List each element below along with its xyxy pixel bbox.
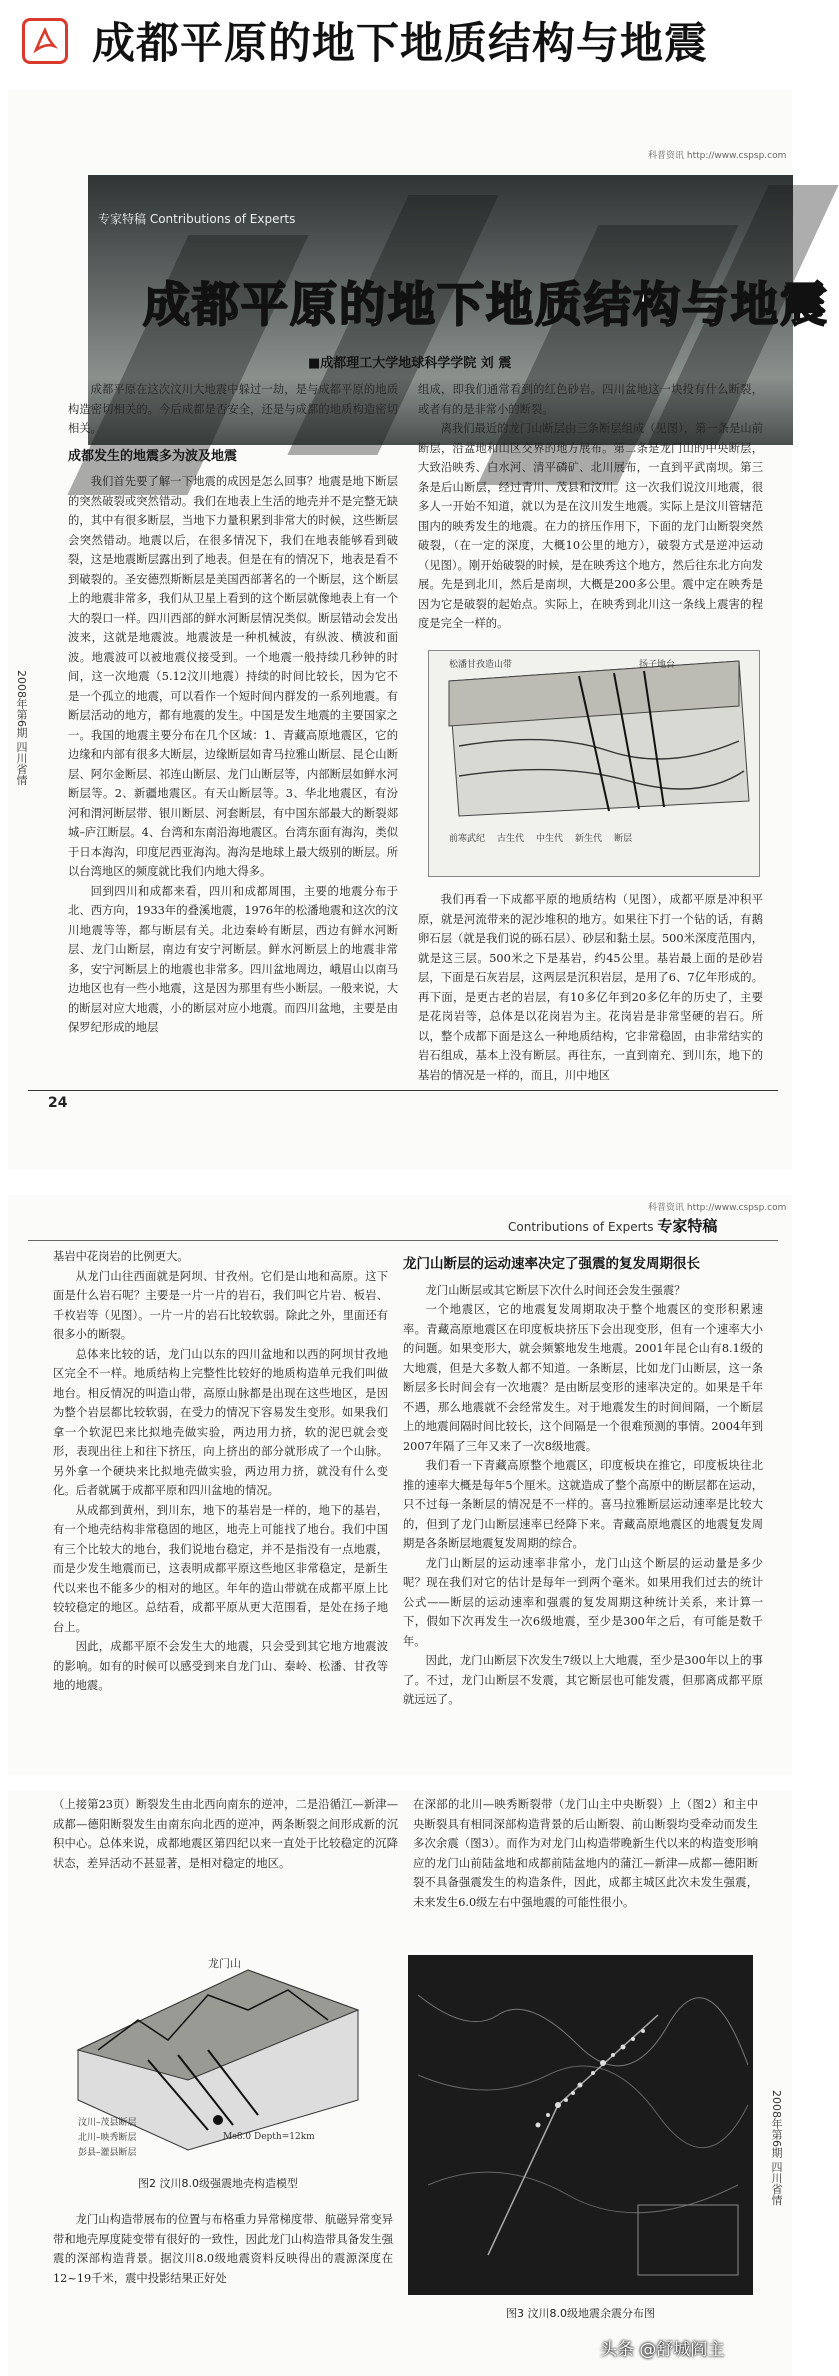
- article-title: 成都平原的地下地质结构与地震: [92, 19, 708, 69]
- legend-item: 前寒武纪: [449, 834, 486, 844]
- body-paragraph: 总体来比较的话，龙门山以东的四川盆地和以西的阿坝甘孜地区完全不一样。地质结构上完整性比较好的地质构造单元我们叫做地台。相反情况的叫造山带，高原山脉都是出现在这些地区，是因为整个岩层都比较软弱，在受力的情况下容易发生变形。如果我们拿一个软泥巴来比拟地壳做实验，两边用力挤，软的泥巴就会变形，表现出往上和往下挤压，向上挤出的部分就形成了一个山脉。另外拿一个硬块来比拟地壳做实验，两边用力挤，就没有什么变化。后者就属于成都平原和四川盆地的情况。: [53, 1347, 388, 1497]
- legend-item: 断层: [614, 834, 633, 844]
- body-paragraph: 离我们最近的龙门山断层由三条断层组成（见图），第一条是山前断层，沿盆地和山区交界的地方展布。第二条是龙门山的中央断层，大致沿映秀、白水河、清平磷矿、北川展布，一直到平武南坝。第三条是后山断层，经过青川、茂县和汶川。这一次我们说汶川地震，很多人一开始不知道，就以为是在汶川发生地震。实际上是汶川管辖范围内的映秀发生的地震。在力的挤压作用下，下面的龙门山断裂突然破裂，（在一定的深度，大概10公里的地方），破裂方式是逆冲运动（见图）。刚开始破裂的时候，是在映秀这个地方，然后往东北方向发展。先是到北川，然后是南坝，大概是200多公里。震中定在映秀是因为它是破裂的起始点。实际上，在映秀到北川这一条线上震害的程度是完全一样的。: [418, 422, 763, 630]
- body-paragraph: 一个地震区，它的地震复发周期取决于整个地震区的变形积累速率。青藏高原地震区在印度板块挤压下会出现变形，但有一个速率大小的问题。如果变形大，就会频繁地发生地震。2001年昆仑山有8.1级的大地震，但是大多数人都不知道。一条断层，比如龙门山断层，这一条断层多长时间会有一次地震？是由断层变形的速率决定的。如果是千年不遇，那么地震就不会经常发生。对于地震发生的时间间隔，一个断层上的地震间隔时间比较长，这个间隔是一个很难预测的事情。2004年到2007年隔了三年又来了一次8级地震。: [403, 1303, 763, 1453]
- body-paragraph: 回到四川和成都来看，四川和成都周围，主要的地震分布于北、西方向，1933年的叠溪地震，1976年的松潘地震和这次的汶川地震等等，都与断层有关。北边秦岭有断层，西边有鲜水河断层、龙门山断层，南边有安宁河断层。鲜水河断层上的地震非常多，安宁河断层上的地震也非常多。四川盆地周边，峨眉山以南马边地区也有一些小地震，这是因为那里有些小断层。一般来说，大的断层对应大地震，小的断层对应小地震。而四川盆地，主要是由保罗纪形成的地层: [68, 884, 398, 1034]
- page-number: 24: [48, 1095, 68, 1111]
- body-paragraph: 在深部的北川—映秀断裂带（龙门山主中央断裂）上（图2）和主中央断裂具有相同深部构造背景的后山断裂、前山断裂均受牵动而发生多次余震（图3）。而作为对龙门山构造带晚新生代以来的构造变形响应的龙门山前陆盆地和成都前陆盆地内的蒲江—新津—成都—德阳断裂不具备强震发生的构造条件，因此，成都主城区此次未发生强震，未来发生6.0级左右中强地震的可能性很小。: [413, 1798, 758, 1909]
- body-paragraph: 我们首先要了解一下地震的成因是怎么回事？地震是地下断层的突然破裂或突然错动。我们在地表上生活的地壳并不是完整无缺的，其中有很多断层，当地下力量积累到非常大的时候，这些断层会突然错动。地震以后，在很多情况下，我们在地表能够看到破裂，这是地震断层露出到了地表。但是在有的情况下，地表是看不到破裂的。圣安德烈斯断层是美国西部著名的一个断层，这个断层上的地震非常多，我们从卫星上看到的这个断层就像地表上有一个大的裂口一样。四川西部的鲜水河断层情况类似。断层错动会发出波来，这就是地震波。地震波是一种机械波，有纵波、横波和面波。地震波可以被地震仪接受到。一个地震一般持续几秒钟的时间，这一次地震（5.12汶川地震）持续的时间比较长，因为它不是一个孤立的地震，可以看作一个短时间内群发的一系列地震。有断层活动的地方，都有地震的发生。中国是发生地震的主要国家之一。我国的地震主要分布在几个区域：1、青藏高原地震区，它的边缘和内部有很多大断层，边缘断层如青马拉雅山断层、昆仑山断层、阿尔金断层、祁连山断层、龙门山断层等，内部断层如鲜水河断层等。2、新疆地震区。有天山断层等。3、华北地震区，有汾河和渭河断层带、银川断层、河套断层，有中国东部最大的断裂郯城–庐江断层。4、台湾和东南沿海地震区。台湾东面有海沟，类似于日本海沟，印度尼西亚海沟。海沟是地球上最大级别的断层。所以台湾地区的频度就比我们内地大得多。: [68, 475, 398, 878]
- body-paragraph: 从龙门山往西面就是阿坝、甘孜州。它们是山地和高原。这下面是什么岩石呢？主要是一片一片的岩石，我们叫它片岩、板岩、千枚岩等（见图）。一片一片的岩石比较软弱。除此之外，里面还有很多小的断裂。: [53, 1269, 388, 1341]
- page3-right-top-text: [413, 1795, 758, 1945]
- byline: ■成都理工大学地球科学学院 刘 震: [308, 356, 512, 371]
- figure-caption: 图3 汶川8.0级地震余震分布图: [506, 2307, 655, 2320]
- crust-model-figure: [58, 1900, 378, 2200]
- section-header: [508, 1215, 717, 1236]
- page2-right-column: [403, 1247, 763, 1747]
- body-paragraph: 组成，即我们通常看到的红色砂岩。四川盆地这一块投有什么断裂，或者有的是非常小的断裂。: [418, 383, 763, 416]
- source-watermark: 头条 @舒城阎主: [600, 2340, 725, 2360]
- legend-item: 中生代: [536, 834, 564, 844]
- side-journal-label: 2008年第6期 四川省情: [15, 670, 28, 786]
- page1-right-bottom-column: [418, 890, 763, 1082]
- body-paragraph: 我们再看一下成都平原的地质结构（见图），成都平原是冲积平原，就是河流带来的泥沙堆积的地方。如果往下打一个钻的话，有鹅卵石层（就是我们说的砾石层）、砂层和黏土层。500米深度范围内，就是这三层。500米之下是基岩，约45公里。基岩最上面的是砂岩层，下面是石灰岩层，这两层是沉积岩层，是用了6、7亿年形成的。再下面，是更古老的岩层，有10多亿年到20多亿年的历史了，主要是花岗岩等，总体是以花岗岩为主。花岗岩是非常坚硬的岩石。所以，整个成都下面是这么一种地质结构，它非常稳固，由非常结实的岩石组成，基本上没有断层。再往东，一直到南充、到川东，地下的基岩的情况是一样的，而且，川中地区: [418, 893, 763, 1082]
- page-site-url: 科普资讯 http://www.cspsp.com: [648, 151, 787, 161]
- legend-item: 古生代: [497, 834, 525, 844]
- figure-legend: [449, 831, 749, 844]
- figure-label: 松潘甘孜造山带: [449, 660, 513, 670]
- header-rule: [28, 1240, 778, 1241]
- pdf-icon: [22, 18, 68, 64]
- body-paragraph: 龙门山断层或其它断层下次什么时间还会发生强震？: [425, 1283, 686, 1297]
- scanned-page-2: [8, 1195, 792, 1775]
- body-paragraph: 因此，成都平原不会发生大的地震，只会受到其它地方地震波的影响。如有的时候可以感受到来自龙门山、秦岭、松潘、甘孜等地的地震。: [53, 1640, 388, 1692]
- body-paragraph: 基岩中花岗岩的比例更大。: [53, 1250, 189, 1263]
- page-divider: [28, 1090, 778, 1091]
- scanned-page-1: [8, 90, 829, 1170]
- hero-title: 成都平原的地下地质结构与地震: [143, 278, 829, 333]
- figure-caption: 图2 汶川8.0级强震地壳构造模型: [138, 2177, 298, 2190]
- page1-right-column: [418, 380, 763, 640]
- legend-item: 新生代: [575, 834, 603, 844]
- section-header-en: Contributions of Experts: [508, 1220, 654, 1234]
- side-journal-label: 2008年第6期 四川省情: [770, 2090, 783, 2206]
- section-heading: 成都发生的地震多为波及地震: [68, 448, 238, 464]
- aftershock-map-figure: [408, 1955, 753, 2295]
- page2-left-column: [53, 1247, 388, 1747]
- legend-item: 北川–映秀断层: [78, 2133, 137, 2143]
- intro-paragraph: 成都平原在这次汶川大地震中躲过一劫，是与成都平原的地质构造密切相关的。今后成都是否安全，还是与成都的地质构造密切相关。: [68, 383, 398, 435]
- legend-item: 汶川–茂县断层: [78, 2118, 137, 2128]
- legend-item: 彭县–灌县断层: [78, 2148, 137, 2158]
- body-paragraph: 我们看一下青藏高原整个地震区，印度板块在推它，印度板块往北推的速率大概是每年5个厘米。这就造成了整个高原中的断层都在运动，只不过每一条断层的情况是不一样的。喜马拉雅断层运动速率是比较大的，但到了龙门山断层速率已经降下来。青藏高原地震区的地震复发周期是各条断层地震复发周期的综合。: [403, 1459, 763, 1550]
- article-header: [0, 0, 800, 92]
- figure-label: Ms8.0 Depth=12km: [223, 2132, 315, 2142]
- body-paragraph: 龙门山断层的运动速率非常小，龙门山这个断层的运动量是多少呢？现在我们对它的估计是每年一到两个毫米。如果用我们过去的统计公式——断层的运动速率和强震的复发周期这种统计关系，来计算一下，假如下次再发生一次6级地震，至少是300年之后，有可能是数千年。: [403, 1556, 763, 1648]
- section-header-cn: 专家特稿: [657, 1217, 718, 1235]
- scanned-page-3: [8, 1790, 792, 2376]
- page-site-url: 科普资讯 http://www.cspsp.com: [648, 1203, 787, 1213]
- page3-left-bottom-text: [53, 2210, 393, 2310]
- geologic-cross-section-figure: [428, 650, 760, 877]
- body-paragraph: （上接第23页）断裂发生由北西向南东的逆冲，二是沿循江—新津—成都—德阳断裂发生由南东向北西的逆冲，两条断裂之间形成新的沉积中心。总体来说，成都地震区第四纪以来一直处于比较稳定的沉降状态，差异活动不甚显著，是相对稳定的地区。: [53, 1798, 398, 1870]
- page3-left-top-text: [53, 1795, 398, 1895]
- body-paragraph: 从成都到黄州，到川东，地下的基岩是一样的，地下的基岩，有一个地壳结构非常稳固的地区，地壳上可能找了地台。我们中国有三个比较大的地台，我们说地台稳定，并不是指没有一点地震，而是少发生地震而已，这表明成都平原这些地区非常稳定，是新生代以来也不能多少的相对的地区。年年的造山带就在成都平原上比较较稳定的地区。总结看，成都平原从更大范围看，是处在扬子地台上。: [53, 1503, 388, 1634]
- figure-label: 龙门山: [208, 1957, 241, 1970]
- section-heading: 龙门山断层的运动速率决定了强震的复发周期很长: [403, 1256, 700, 1272]
- page1-left-column: [68, 380, 398, 1070]
- body-paragraph: 龙门山构造带展布的位置与布格重力异常梯度带、航磁异常变异带和地壳厚度陡变带有很好的一致性，因此龙门山构造带具备发生强震的深部构造背景。据汶川8.0级地震资料反映得出的震源深度在12~19千米，震中投影结果正好处: [53, 2213, 393, 2285]
- figure-label: 扬子地台: [639, 660, 676, 670]
- body-paragraph: 因此，龙门山断层下次发生7级以上大地震，至少是300年以上的事了。不过，龙门山断层不发震，其它断层也可能发震，但那离成都平原就远远了。: [403, 1654, 763, 1706]
- section-tag: 专家特稿 Contributions of Experts: [98, 212, 296, 226]
